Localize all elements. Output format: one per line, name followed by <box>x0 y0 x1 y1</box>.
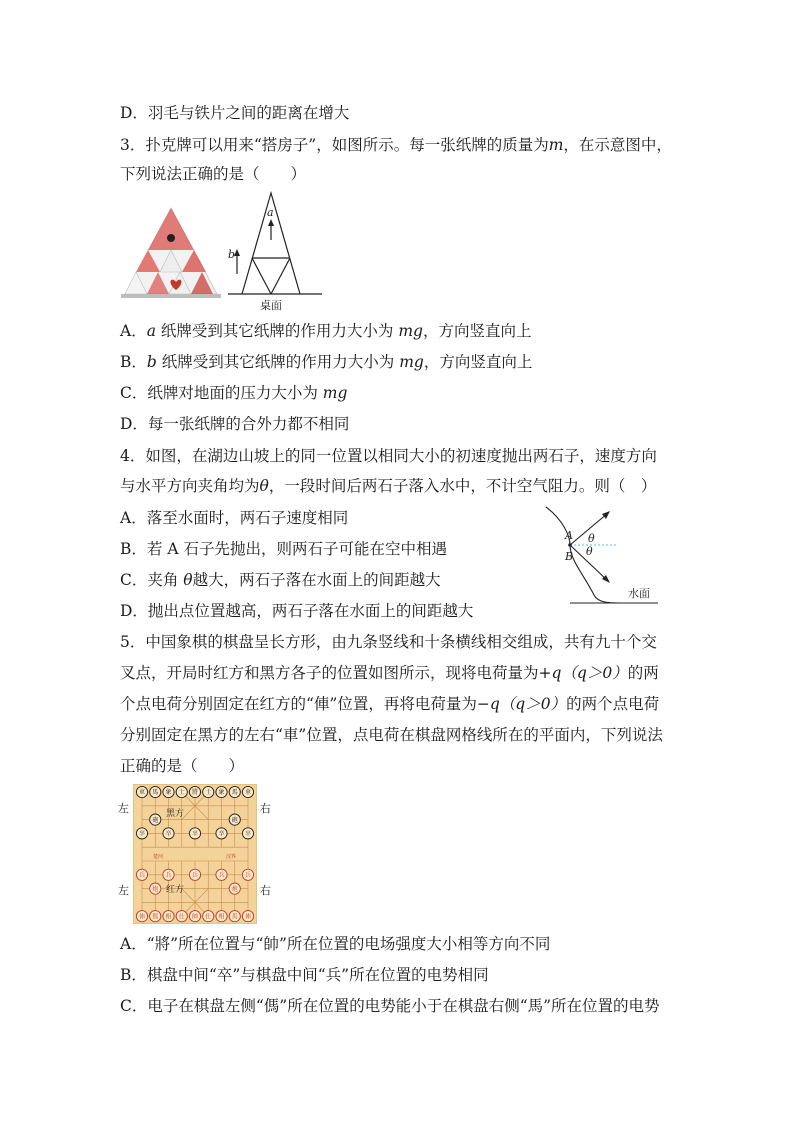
black-soldier-char: 卒 <box>244 830 252 838</box>
red-cannon <box>150 883 161 894</box>
q2-option-d: D．羽毛与铁片之间的距离在增大 <box>120 104 350 122</box>
water-label: 水面 <box>628 587 650 600</box>
option-letter: B． <box>120 353 147 371</box>
red-soldier <box>163 869 174 880</box>
q4-option-c <box>120 570 441 590</box>
option-text: 纸牌受到其它纸牌的作用力大小为 <box>156 353 400 371</box>
black-piece <box>150 786 161 797</box>
red-soldier <box>136 869 147 880</box>
black-piece-char: 將 <box>191 789 199 797</box>
q4-option-b: B．若 A 石子先抛出，则两石子可能在空中相遇 <box>120 540 447 558</box>
q5-stem-line1: 5．中国象棋的棋盘呈长方形，由九条竖线和十条横线相交组成，共有九十个交 <box>120 633 657 651</box>
black-piece <box>163 786 174 797</box>
option-text: C．纸牌对地面的压力大小为 <box>120 384 323 402</box>
slope-figure <box>540 505 670 607</box>
theta-upper: θ <box>588 532 595 545</box>
black-cannon <box>150 814 161 825</box>
q5-stem-line2 <box>120 663 659 683</box>
black-soldier-char: 卒 <box>218 830 225 838</box>
q4-option-d: D．抛出点位置越高，两石子落在水面上的间距越大 <box>120 602 474 620</box>
red-piece <box>136 911 147 922</box>
q3-option-b <box>120 352 532 372</box>
black-soldier <box>189 828 200 839</box>
red-soldier-char: 兵 <box>165 872 172 879</box>
black-piece-char: 車 <box>244 789 252 797</box>
q4-stem-line1: 4．如图，在湖边山坡上的同一位置以相同大小的初速度抛出两石子，速度方向 <box>120 447 657 465</box>
q3-option-a <box>120 321 531 341</box>
black-side-label: 黑方 <box>166 809 185 819</box>
black-piece <box>189 786 200 797</box>
red-soldier <box>189 869 200 880</box>
black-soldier-char: 卒 <box>165 830 172 838</box>
black-soldier <box>163 828 174 839</box>
q5-stem-line4: 分别固定在黑方的左右“車”位置，点电荷在棋盘网格线所在的平面内，下列说法 <box>120 726 663 744</box>
q3-option-c <box>120 383 347 403</box>
mg-symbol: mg <box>399 353 424 371</box>
black-piece <box>136 786 147 797</box>
red-piece <box>229 911 240 922</box>
option-text-end: ，方向竖直向上 <box>423 353 533 371</box>
option-text-end: 越大，两石子落在水面上的间距越大 <box>192 571 441 589</box>
black-piece <box>242 786 253 797</box>
q5-stem-line5: 正确的是（ ） <box>120 757 245 775</box>
point-a-label: A <box>565 529 573 542</box>
red-cannon-char: 炮 <box>152 885 159 893</box>
black-soldier <box>136 828 147 839</box>
black-piece-char: 象 <box>165 789 172 797</box>
mg-symbol: mg <box>398 322 423 340</box>
board-right-top-label: 右 <box>260 802 271 815</box>
board-left-top-label: 左 <box>118 802 129 815</box>
black-piece-char: 象 <box>218 789 225 797</box>
black-piece-char: 士 <box>205 789 212 797</box>
card-house-figure <box>120 190 330 312</box>
red-piece-char: 傌 <box>152 913 159 921</box>
black-cannon-char: 砲 <box>231 816 238 824</box>
q3-option-d: D．每一张纸牌的合外力都不相同 <box>120 415 350 433</box>
black-piece-char: 士 <box>178 789 185 797</box>
black-cannon-char: 砲 <box>152 816 159 824</box>
black-piece <box>229 786 240 797</box>
q5-stem-end: 的两个点电荷 <box>566 695 660 713</box>
mg-symbol: mg <box>322 384 348 402</box>
red-soldier-char: 兵 <box>244 872 252 879</box>
red-piece-char: 俥 <box>138 913 146 921</box>
red-piece-char: 仕 <box>205 913 212 921</box>
q3-stem-line1 <box>120 135 672 155</box>
red-piece-char: 相 <box>165 913 172 921</box>
red-piece-char: 相 <box>218 913 225 921</box>
card-b-label: b <box>228 248 236 261</box>
q5-option-b: B．棋盘中间“卒”与棋盘中间“兵”所在位置的电势相同 <box>120 966 489 984</box>
black-piece-char: 馬 <box>152 789 159 797</box>
board-right-bottom-label: 右 <box>260 884 271 897</box>
red-soldier <box>242 869 253 880</box>
q5-option-a: A．“將”所在位置与“帥”所在位置的电场强度大小相等方向不同 <box>120 935 551 953</box>
river-right-label: 汉界 <box>226 854 237 860</box>
red-cannon <box>229 883 240 894</box>
black-soldier-char: 卒 <box>138 830 146 838</box>
black-piece-char: 馬 <box>231 789 238 797</box>
theta-lower: θ <box>586 545 593 558</box>
q5-stem-line3 <box>120 694 659 714</box>
red-piece-char: 帥 <box>191 913 199 921</box>
theta-symbol: θ <box>183 571 193 589</box>
charge-positive: +q（q＞0） <box>538 664 628 682</box>
red-piece <box>216 911 227 922</box>
board-left-bottom-label: 左 <box>118 884 129 897</box>
chess-board <box>133 784 257 924</box>
red-side-label: 红方 <box>166 885 185 895</box>
black-piece <box>203 786 214 797</box>
q4-stem-text: 与水平方向夹角均为 <box>120 477 260 495</box>
table-label: 桌面 <box>260 299 282 312</box>
card-a-label: a <box>267 206 274 219</box>
red-piece <box>163 911 174 922</box>
theta-symbol: θ <box>259 477 269 495</box>
black-cannon <box>229 814 240 825</box>
charge-negative: −q（q＞0） <box>476 695 567 713</box>
option-text: 纸牌受到其它纸牌的作用力大小为 <box>155 322 399 340</box>
red-soldier-char: 兵 <box>218 872 225 879</box>
q5-option-c: C．电子在棋盘左侧“傌”所在位置的电势能小于在棋盘右侧“馬”所在位置的电势 <box>120 997 660 1015</box>
option-text-end: ，方向竖直向上 <box>422 322 532 340</box>
q3-stem-line2: 下列说法正确的是（ ） <box>120 165 307 183</box>
red-piece <box>189 911 200 922</box>
q5-stem-text: 叉点，开局时红方和黑方各子的位置如图所示，现将电荷量为 <box>120 664 539 682</box>
black-piece <box>176 786 187 797</box>
red-piece <box>150 911 161 922</box>
mass-symbol: m <box>548 136 564 154</box>
red-piece <box>176 911 187 922</box>
black-piece-char: 車 <box>138 789 146 797</box>
red-piece-char: 俥 <box>244 913 252 921</box>
option-text: C．夹角 <box>120 571 184 589</box>
card-var: b <box>146 353 157 371</box>
black-soldier-char: 卒 <box>191 830 199 838</box>
red-soldier <box>216 869 227 880</box>
q4-stem-end: ，一段时间后两石子落入水中，不计空气阻力。则（ ） <box>268 477 657 495</box>
black-soldier <box>216 828 227 839</box>
q4-option-a: A．落至水面时，两石子速度相同 <box>120 509 349 527</box>
card-house-photo <box>121 208 221 298</box>
card-var: a <box>146 322 156 340</box>
black-soldier <box>242 828 253 839</box>
point-b-label: B <box>565 550 574 563</box>
red-soldier-char: 兵 <box>138 872 146 879</box>
red-piece-char: 馬 <box>231 913 238 921</box>
red-piece <box>242 911 253 922</box>
black-piece <box>216 786 227 797</box>
option-letter: A． <box>120 322 147 340</box>
red-soldier-char: 兵 <box>191 872 199 879</box>
card-house-schematic <box>228 193 322 294</box>
river-left-label: 楚河 <box>153 854 164 860</box>
red-piece <box>203 911 214 922</box>
red-piece-char: 仕 <box>178 913 185 921</box>
red-cannon-char: 炮 <box>231 885 238 893</box>
q3-stem-text: 3．扑克牌可以用来“搭房子”，如图所示。每一张纸牌的质量为 <box>120 136 549 154</box>
q4-stem-line2 <box>120 476 656 496</box>
q3-stem-end: ，在示意图中， <box>563 136 672 154</box>
q5-stem-end: 的两 <box>627 664 659 682</box>
q5-stem-text: 个点电荷分别固定在红方的“俥”位置，再将电荷量为 <box>120 695 477 713</box>
